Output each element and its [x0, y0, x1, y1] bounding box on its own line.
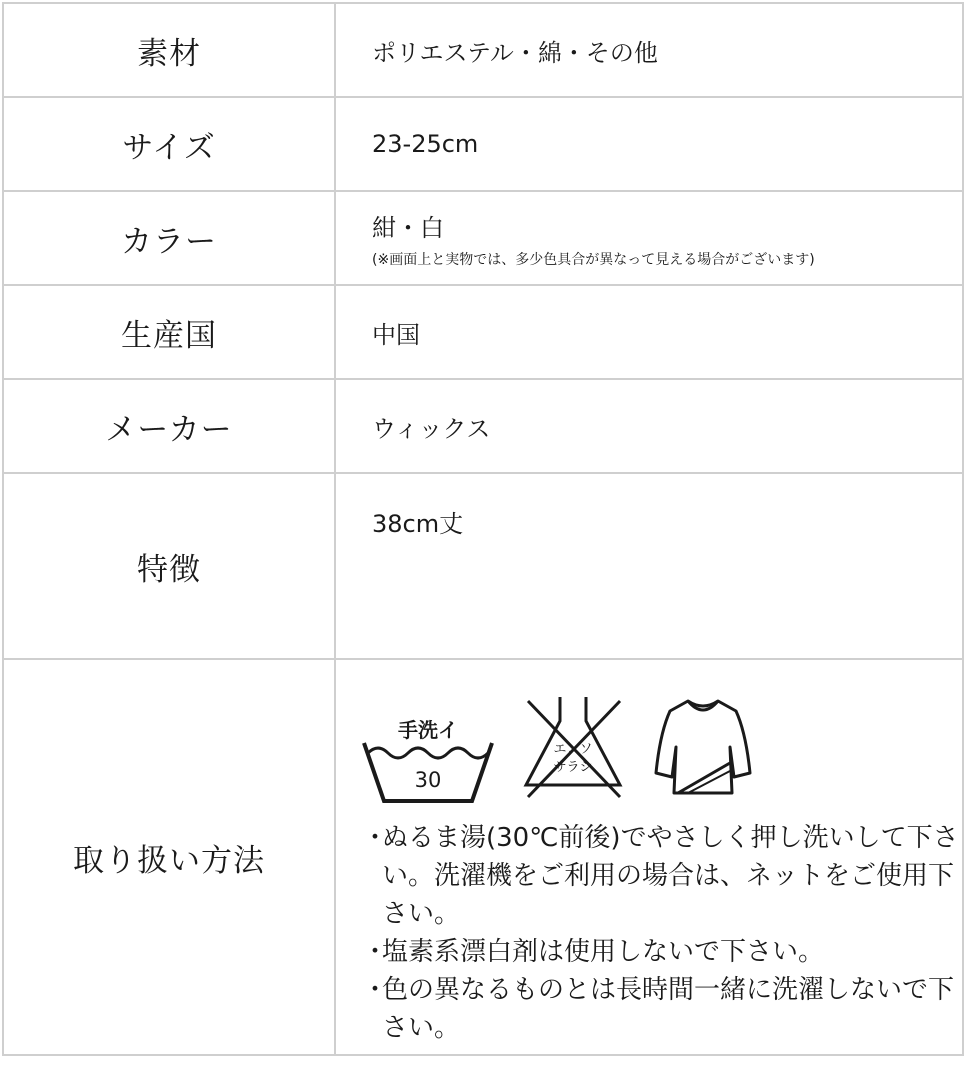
- care-instruction-item: [362, 933, 962, 971]
- spec-row-maker: [3, 379, 963, 473]
- row-label: カラー: [3, 191, 335, 285]
- spec-row-color: [3, 191, 963, 285]
- row-label: 素材: [3, 3, 335, 97]
- row-value-cell: [335, 191, 963, 285]
- row-value: 23-25cm: [335, 97, 963, 191]
- spec-row-feature: [3, 473, 963, 659]
- row-label: 生産国: [3, 285, 335, 379]
- bullet: ・: [362, 937, 389, 967]
- spec-table: [2, 2, 964, 1056]
- care-instructions: [362, 819, 962, 1047]
- care-instruction-text: 塩素系漂白剤は使用しないで下さい。: [382, 937, 825, 967]
- row-label: サイズ: [3, 97, 335, 191]
- row-value: ウィックス: [335, 379, 963, 473]
- row-value: 38cm丈: [335, 473, 963, 659]
- care-icons: [358, 693, 962, 803]
- spec-row-origin: [3, 285, 963, 379]
- bullet: ・: [362, 975, 389, 1005]
- row-value: 中国: [335, 285, 963, 379]
- care-instruction-text: 色の異なるものとは長時間一緒に洗濯しないで下さい。: [382, 975, 955, 1043]
- color-note: (※画面上と実物では、多少色具合が異なって見える場合がございます): [372, 251, 815, 268]
- spec-row-material: [3, 3, 963, 97]
- bleach-text-top: エンソ: [553, 742, 593, 757]
- care-instruction-item: [362, 971, 962, 1047]
- care-cell: [335, 659, 963, 1055]
- no-chlorine-bleach-icon: [518, 693, 628, 803]
- flat-dry-shirt-icon: [648, 693, 758, 803]
- row-label: 取り扱い方法: [3, 659, 335, 1055]
- care-instruction-text: ぬるま湯(30℃前後)でやさしく押し洗いして下さい。洗濯機をご利用の場合は、ネットをご使用下さい。: [382, 823, 959, 929]
- care-instruction-item: [362, 819, 962, 933]
- hand-wash-temp: 30: [414, 768, 442, 792]
- bullet: ・: [362, 823, 389, 853]
- bleach-text-bottom: サラシ: [553, 760, 593, 775]
- row-label: メーカー: [3, 379, 335, 473]
- row-label: 特徴: [3, 473, 335, 659]
- hand-wash-icon: [358, 715, 498, 803]
- spec-row-care: [3, 659, 963, 1055]
- hand-wash-title: 手洗イ: [398, 718, 458, 742]
- row-value: ポリエステル・綿・その他: [335, 3, 963, 97]
- spec-row-size: [3, 97, 963, 191]
- row-value: 紺・白: [372, 213, 444, 242]
